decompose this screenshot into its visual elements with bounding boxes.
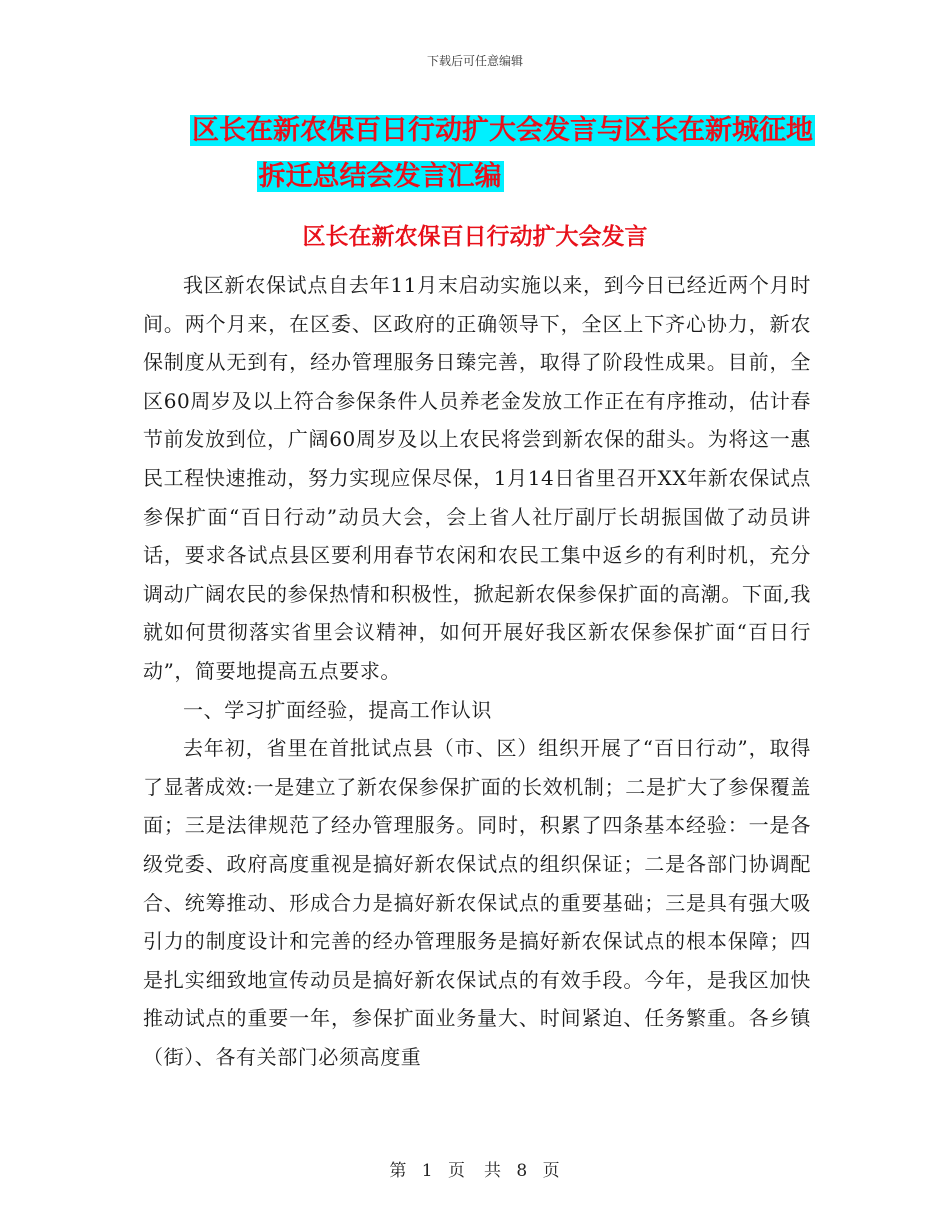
footer-prefix: 第 — [389, 1161, 408, 1181]
header-note: 下载后可任意编辑 — [426, 54, 523, 68]
document-title — [190, 108, 813, 200]
paragraph-experience: 去年初，省里在首批试点县（市、区）组织开展了“百日行动”，取得了显著成效:一是建立了新农保参保扩面的长效机制；二是扩大了参保覆盖面；三是法律规范了经办管理服务。同时，积累了四条基本经验：一是各级党委、政府高度重视是搞好新农保试点的组织保证；二是各部门协调配合、统筹推动、形成合力是搞好新农保试点的重要基础；三是具有强大吸引力的制度设计和完善的经办管理服务是搞好新农保试点的根本保障；四是扎实细致地宣传动员是搞好新农保试点的有效手段。今年，是我区加快推动试点的重要一年，参保扩面业务量大、时间紧迫、任务繁重。各乡镇（街）、各有关部门必须高度重 — [143, 736, 811, 1069]
document-title-line-2 — [190, 154, 810, 200]
page-footer — [0, 1156, 950, 1181]
title-highlight-1: 区长在新农保百日行动扩大会发言与区长在新城征地 — [192, 115, 813, 146]
paragraph-heading-1: 一、学习扩面经验，提高工作认识 — [183, 697, 492, 722]
footer-suffix: 页 — [542, 1161, 561, 1181]
footer-mid: 页 共 — [448, 1161, 502, 1181]
body-text — [143, 266, 811, 1076]
footer-current-page: 1 — [421, 1161, 434, 1181]
footer-total-pages: 8 — [516, 1161, 529, 1181]
title-highlight-2: 拆迁总结会发言汇编 — [258, 161, 502, 192]
section-title: 区长在新农保百日行动扩大会发言 — [302, 224, 648, 250]
paragraph-intro: 我区新农保试点自去年11月末启动实施以来，到今日已经近两个月时间。两个月来，在区委、区政府的正确领导下，全区上下齐心协力，新农保制度从无到有，经办管理服务日臻完善，取得了阶段性成果。目前，全区60周岁及以上符合参保条件人员养老金发放工作正在有序推动，估计春节前发放到位，广阔60周岁及以上农民将尝到新农保的甜头。为将这一惠民工程快速推动，努力实现应保尽保，1月14日省里召开XX年新农保试点参保扩面“百日行动”动员大会，会上省人社厅副厅长胡振国做了动员讲话，要求各试点县区要利用春节农闲和农民工集中返乡的有利时机，充分调动广阔农民的参保热情和积极性，掀起新农保参保扩面的高潮。下面,我就如何贯彻落实省里会议精神，如何开展好我区新农保参保扩面“百日行动”，简要地提高五点要求。 — [143, 273, 811, 683]
document-title-line-1 — [190, 108, 813, 154]
